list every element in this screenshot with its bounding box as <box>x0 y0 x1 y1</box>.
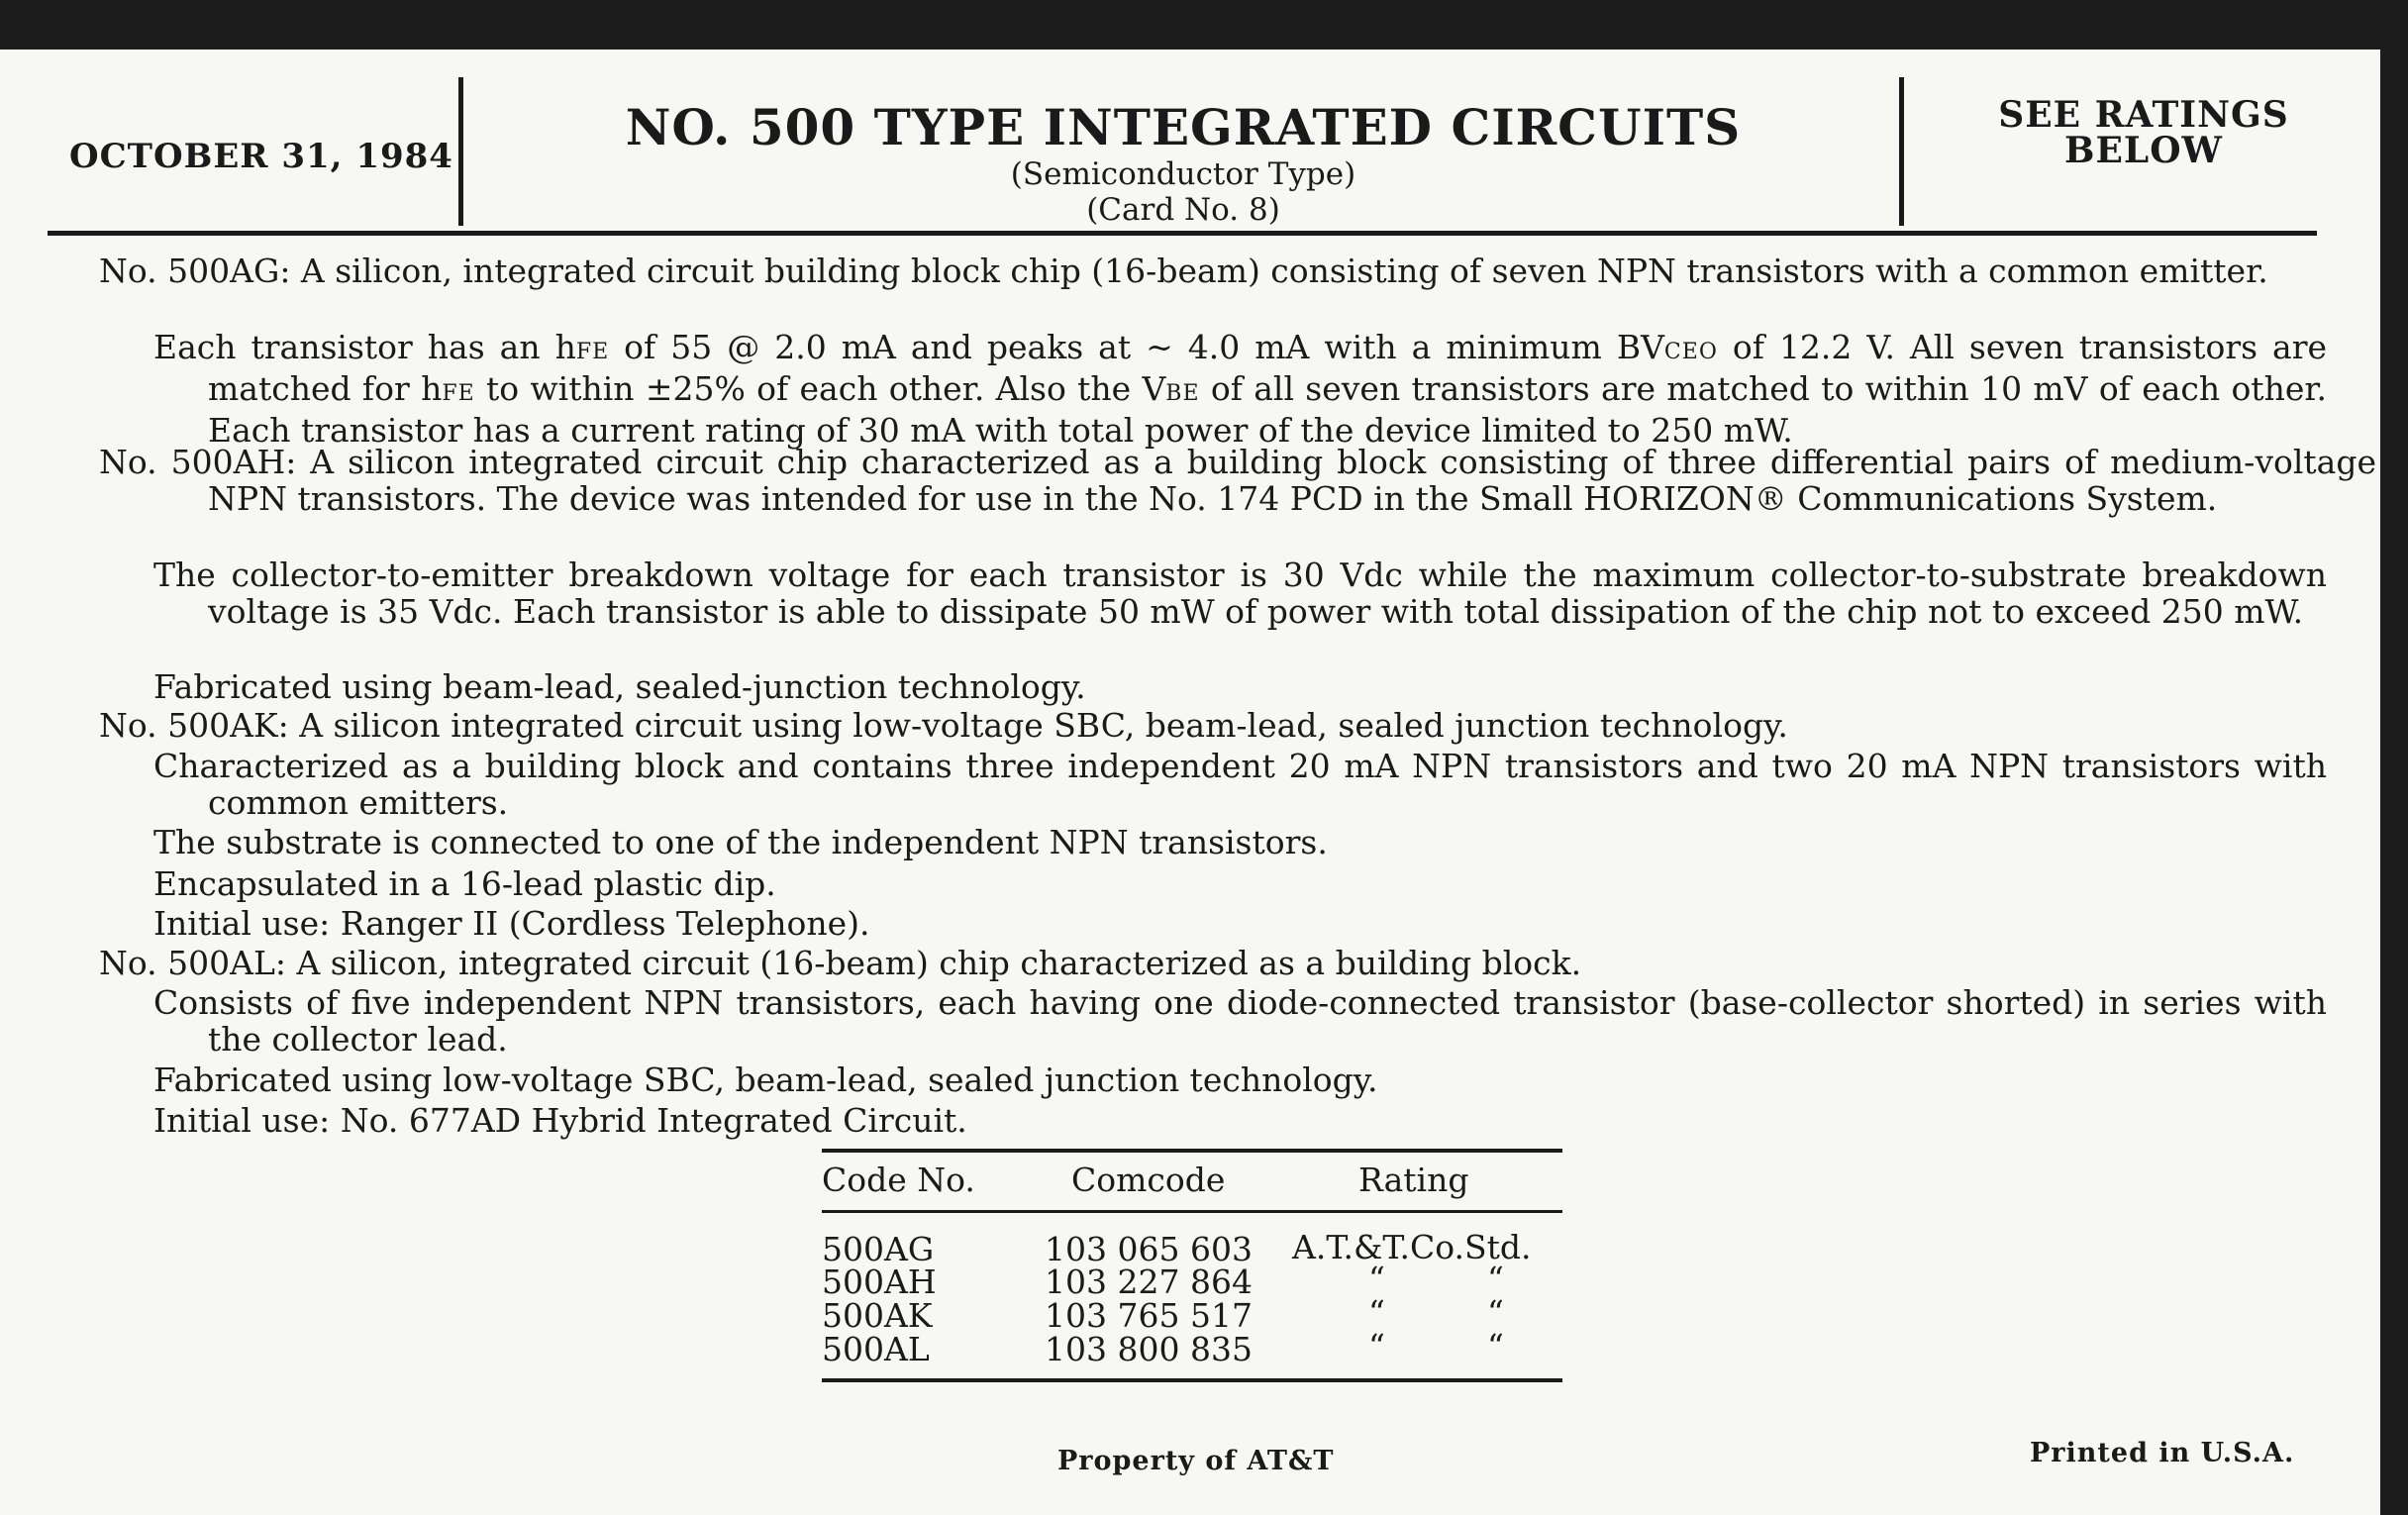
footer-property: Property of AT&T <box>1057 1446 1335 1476</box>
card-title-block <box>465 99 1901 228</box>
table-cell-ditto: “ <box>1368 1293 1385 1332</box>
table-cell-ditto: “ <box>1368 1260 1385 1298</box>
table-cell-comcode: 103 765 517 <box>1045 1296 1253 1335</box>
card-title: NO. 500 TYPE INTEGRATED CIRCUITS <box>625 98 1742 156</box>
paragraph-500ak-package: Encapsulated in a 16-lead plastic dip. <box>153 864 776 903</box>
paragraph-500al-use: Initial use: No. 677AD Hybrid Integrated Circuit. <box>153 1101 967 1140</box>
table-header-code: Code No. <box>822 1161 975 1199</box>
paragraph-500ak-intro: No. 500AK: A silicon integrated circuit using low-voltage SBC, beam-lead, sealed junction technology. <box>99 706 1788 745</box>
paragraph-500al-fabrication: Fabricated using low-voltage SBC, beam-lead, sealed junction technology. <box>153 1060 1378 1099</box>
table-cell-comcode: 103 065 603 <box>1045 1230 1253 1268</box>
paragraph-500ak-detail: Characterized as a building block and contains three independent 20 mA NPN transistors and two 20 mA NPN transistors with common emitters. <box>153 747 2327 822</box>
footer-printed: Printed in U.S.A. <box>2030 1438 2295 1468</box>
table-cell-ditto: “ <box>1487 1260 1504 1298</box>
card-header <box>0 50 2380 234</box>
table-cell-code: 500AH <box>822 1262 937 1301</box>
paragraph-500ah-detail: The collector-to-emitter breakdown voltage for each transistor is 30 Vdc while the maximum collector-to-substrate breakdown voltage is 35 Vdc. Each transistor is able to dissipate 50 mW of power with total dissipation of the chip not to exceed 250 mW. <box>153 556 2327 631</box>
paragraph-500ak-substrate: The substrate is connected to one of the independent NPN transistors. <box>153 823 1328 861</box>
paragraph-500al-detail: Consists of five independent NPN transistors, each having one diode-connected transistor (base-collector shorted) in series with the collector lead. <box>153 983 2327 1059</box>
table-cell-rating: A.T.&T.Co.Std. <box>1292 1228 1532 1266</box>
table-header-rating: Rating <box>1358 1161 1469 1199</box>
header-divider-right <box>1899 77 1904 226</box>
table-header-comcode: Comcode <box>1071 1161 1226 1199</box>
ratings-note-line1: SEE RATINGS <box>1998 94 2289 136</box>
ratings-note <box>1906 94 2381 171</box>
table-cell-code: 500AL <box>822 1330 930 1368</box>
table-cell-code: 500AG <box>822 1230 935 1268</box>
table-cell-ditto: “ <box>1487 1293 1504 1332</box>
card-subtitle: (Semiconductor Type) <box>1010 156 1356 192</box>
table-bottom-rule <box>822 1378 1562 1382</box>
table-cell-ditto: “ <box>1487 1327 1504 1365</box>
paragraph-500ag-intro: No. 500AG: A silicon, integrated circuit building block chip (16-beam) consisting of seven NPN transistors with a common emitter. <box>99 252 2268 290</box>
table-top-rule <box>822 1149 1562 1153</box>
paragraph-500ak-use: Initial use: Ranger II (Cordless Telephone). <box>153 904 870 943</box>
card-date: OCTOBER 31, 1984 <box>69 137 453 176</box>
paragraph-500ah-fabrication: Fabricated using beam-lead, sealed-junction technology. <box>153 667 1086 706</box>
card-number: (Card No. 8) <box>1086 192 1280 228</box>
table-cell-code: 500AK <box>822 1296 933 1335</box>
paragraph-500al-intro: No. 500AL: A silicon, integrated circuit (16-beam) chip characterized as a building block. <box>99 944 1582 982</box>
table-header-rule <box>822 1210 1562 1213</box>
document-card <box>0 50 2380 1515</box>
table-cell-comcode: 103 227 864 <box>1045 1262 1253 1301</box>
paragraph-500ag-detail: Each transistor has an hFE of 55 @ 2.0 mA and peaks at ~ 4.0 mA with a minimum BVCEO of 12.2 V. All seven transistors are matched for hFE to within ±25% of each other. Also the VBE of all seven transistors are matched to within 10 mV of each other. Each transistor has a current rating of 30 mA with total power of the device limited to 250 mW. <box>153 328 2328 450</box>
header-divider-left <box>458 77 463 226</box>
ratings-note-line2: BELOW <box>2064 130 2223 171</box>
table-cell-ditto: “ <box>1368 1327 1385 1365</box>
header-rule <box>48 231 2317 236</box>
paragraph-500ah-intro: No. 500AH: A silicon integrated circuit chip characterized as a building block consisting of three differential pairs of medium-voltage NPN transistors. The device was intended for use in the No. 174 PCD in the Small HORIZON® Communications System. <box>99 443 2376 518</box>
table-cell-comcode: 103 800 835 <box>1045 1330 1253 1368</box>
